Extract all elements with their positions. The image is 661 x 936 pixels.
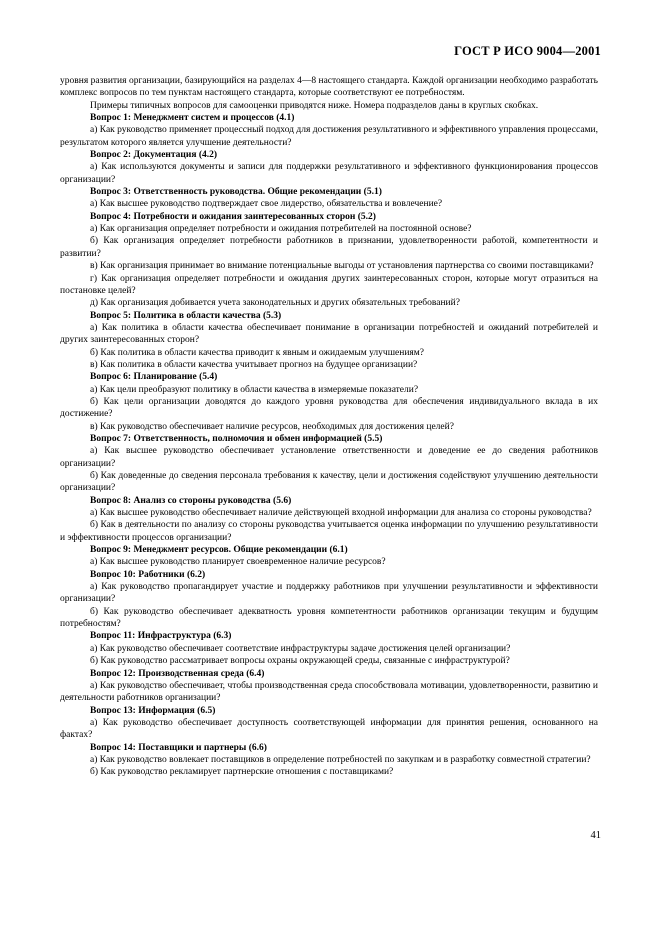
question-item: в) Как организация принимает во внимание потенциальные выгоды от установления партнерства со своими поставщиками?	[90, 261, 594, 272]
question-item: а) Как руководство обеспечивает соответствие инфраструктуры задаче достижения целей организации?	[90, 643, 511, 654]
question-heading: Вопрос 13: Информация (6.5)	[90, 705, 216, 716]
question-item: б) Как руководство рекламирует партнерские отношения с поставщиками?	[90, 767, 394, 778]
question-item: а) Как руководство пропагандирует участие и поддержку работников при улучшении результативности и эффективности организации?	[60, 582, 598, 605]
page-header: ГОСТ Р ИСО 9004—2001	[454, 44, 601, 58]
document-body	[60, 75, 598, 779]
question-item: а) Как руководство применяет процессный подход для достижения результативного и эффективного управления процессами, результатом которого является улучшение деятельности?	[60, 125, 598, 148]
question-item: д) Как организация добивается учета законодательных и других обязательных требований?	[90, 298, 460, 309]
question-heading: Вопрос 10: Работники (6.2)	[90, 569, 206, 580]
question-item: а) Как руководство обеспечивает доступность соответствующей информации для принятия решения, основанного на фактах?	[60, 717, 598, 741]
question-item: в) Как руководство обеспечивает наличие ресурсов, необходимых для достижения целей?	[90, 421, 454, 432]
question-item: а) Как высшее руководство обеспечивает наличие действующей входной информации для анализа со стороны руководства?	[90, 508, 592, 519]
question-item: а) Как высшее руководство подтверждает свое лидерство, обязательства и вовлечение?	[90, 199, 443, 210]
question-item: г) Как организация определяет потребности и ожидания других заинтересованных сторон, которые могут отразиться на постановке целей?	[60, 273, 598, 296]
intro-continuation: уровня развития организации, базирующийся на разделах 4—8 настоящего стандарта. Каждой организации необходимо разработать комплекс вопросов по тем пунктам настоящего стандарта, которые соответствуют ее потребностям.	[60, 76, 598, 99]
question-item: а) Как организация определяет потребности и ожидания потребителей на постоянной основе?	[90, 224, 472, 235]
question-item: а) Как используются документы и записи для поддержки результативного и эффективного функционирования процессов организации?	[60, 162, 598, 185]
question-item: б) Как цели организации доводятся до каждого уровня руководства для обеспечения индивидуального вклада в их достижение?	[60, 396, 598, 420]
question-item: а) Как высшее руководство обеспечивает установление ответственности и доведение ее до сведения работников организации?	[60, 446, 598, 469]
question-item: б) Как доведенные до сведения персонала требования к качеству, цели и достижения содействуют улучшению деятельности организации?	[60, 471, 598, 494]
question-item: б) Как руководство рассматривает вопросы охраны окружающей среды, связанные с инфраструктурой?	[90, 656, 510, 667]
question-heading: Вопрос 6: Планирование (5.4)	[90, 372, 218, 383]
question-heading: Вопрос 2: Документация (4.2)	[90, 150, 218, 161]
question-heading: Вопрос 14: Поставщики и партнеры (6.6)	[90, 742, 267, 753]
question-item: б) Как политика в области качества приводит к явным и ожидаемым улучшениям?	[90, 347, 424, 358]
page-number: 41	[590, 830, 601, 841]
question-item: а) Как высшее руководство планирует своевременное наличие ресурсов?	[90, 557, 386, 568]
question-heading: Вопрос 8: Анализ со стороны руководства (5.6)	[90, 495, 292, 506]
question-item: а) Как цели преобразуют политику в области качества в измеряемые показатели?	[90, 384, 419, 395]
question-item: а) Как политика в области качества обеспечивает понимание в организации потребностей и ожиданий потребителей и других заинтересованных сторон?	[60, 322, 598, 346]
question-list	[60, 112, 598, 779]
question-item: а) Как руководство обеспечивает, чтобы производственная среда способствовала мотивации, удовлетворенности, развитию и деятельности работников организации?	[60, 680, 598, 704]
question-item: а) Как руководство вовлекает поставщиков в определение потребностей по закупкам и в разработку совместной стратегии?	[90, 754, 591, 765]
question-item: б) Как в деятельности по анализу со стороны руководства учитывается оценка информации по улучшению результативности и эффективности процессов организации?	[60, 520, 598, 543]
question-heading: Вопрос 5: Политика в области качества (5.3)	[90, 310, 282, 321]
question-item: б) Как руководство обеспечивает адекватность уровня компетентности работников организации текущим и будущим потребностям?	[60, 606, 598, 630]
question-heading: Вопрос 7: Ответственность, полномочия и обмен информацией (5.5)	[90, 433, 383, 444]
question-heading: Вопрос 1: Менеджмент систем и процессов (4.1)	[90, 113, 295, 124]
question-heading: Вопрос 4: Потребности и ожидания заинтересованных сторон (5.2)	[90, 211, 376, 222]
question-heading: Вопрос 11: Инфраструктура (6.3)	[90, 631, 232, 642]
question-heading: Вопрос 9: Менеджмент ресурсов. Общие рекомендации (6.1)	[90, 545, 348, 556]
question-heading: Вопрос 12: Производственная среда (6.4)	[90, 668, 265, 679]
question-item: в) Как политика в области качества учитывает прогноз на будущее организации?	[90, 359, 418, 370]
question-heading: Вопрос 3: Ответственность руководства. Общие рекомендации (5.1)	[90, 187, 382, 198]
intro-examples: Примеры типичных вопросов для самооценки приводятся ниже. Номера подразделов даны в круглых скобках.	[90, 100, 539, 111]
question-item: б) Как организация определяет потребности работников в признании, удовлетворенности работой, компетентности и развитии?	[60, 236, 598, 259]
